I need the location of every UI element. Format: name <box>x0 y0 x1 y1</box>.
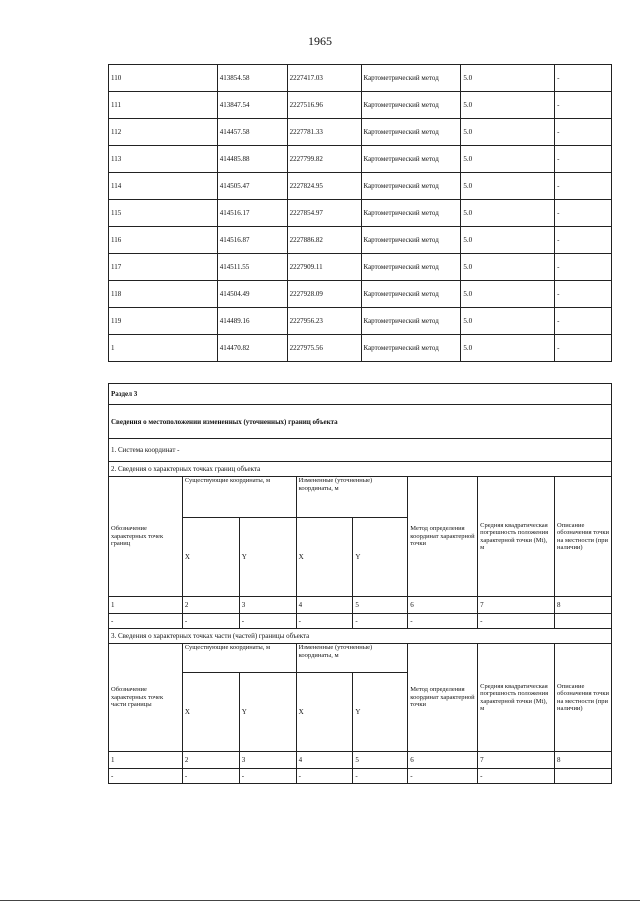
col-num: 4 <box>296 752 353 769</box>
header-method: Метод определения координат характерной точки <box>408 477 478 597</box>
error-value: 5.0 <box>461 65 555 92</box>
description: - <box>555 308 612 335</box>
dash-cell: - <box>182 769 239 784</box>
col-num: 8 <box>555 752 612 769</box>
coord-x: 413847.54 <box>217 92 287 119</box>
dash-cell: - <box>408 614 478 629</box>
method: Картометрический метод <box>361 254 461 281</box>
error-value: 5.0 <box>461 200 555 227</box>
method: Картометрический метод <box>361 92 461 119</box>
header-x: X <box>182 673 239 752</box>
coord-x: 414489.16 <box>217 308 287 335</box>
dash-cell: - <box>296 769 353 784</box>
col-num: 4 <box>296 597 353 614</box>
coord-row <box>109 335 612 362</box>
col-num: 7 <box>478 752 555 769</box>
coord-y: 2227516.96 <box>287 92 361 119</box>
coord-row <box>109 65 612 92</box>
header-error: Средняя квадратическая погрешность положения характерной точки (Mt), м <box>478 477 555 597</box>
coord-x: 414504.49 <box>217 281 287 308</box>
description: - <box>555 146 612 173</box>
header-y: Y <box>239 673 296 752</box>
header-changed: Измененные (уточненные) координаты, м <box>296 644 408 673</box>
col-num: 6 <box>408 752 478 769</box>
point-number: 119 <box>109 308 218 335</box>
description: - <box>555 173 612 200</box>
method: Картометрический метод <box>361 173 461 200</box>
coord-x: 414470.82 <box>217 335 287 362</box>
coord-row <box>109 254 612 281</box>
col-num: 2 <box>182 752 239 769</box>
page-number: 1965 <box>308 34 332 48</box>
column-numbers-row <box>109 752 612 769</box>
dash-cell: - <box>353 769 408 784</box>
section-3-table <box>108 383 612 784</box>
method: Картометрический метод <box>361 335 461 362</box>
header-description: Описание обозначения точки на местности (при наличии) <box>555 477 612 597</box>
error-value: 5.0 <box>461 308 555 335</box>
coord-y: 2227799.82 <box>287 146 361 173</box>
method: Картометрический метод <box>361 65 461 92</box>
empty-data-row <box>109 769 612 784</box>
coord-row <box>109 146 612 173</box>
col-num: 6 <box>408 597 478 614</box>
error-value: 5.0 <box>461 92 555 119</box>
section-subtitle: Сведения о местоположении измененных (уточненных) границ объекта <box>109 405 612 439</box>
page-bottom-rule <box>0 900 640 901</box>
col-num: 7 <box>478 597 555 614</box>
coord-system: 1. Система координат - <box>109 439 612 462</box>
column-numbers-row <box>109 597 612 614</box>
point-number: 115 <box>109 200 218 227</box>
coord-y: 2227956.23 <box>287 308 361 335</box>
col-num: 5 <box>353 597 408 614</box>
coord-row <box>109 227 612 254</box>
part3-title: 3. Сведения о характерных точках части (частей) границы объекта <box>109 629 612 644</box>
error-value: 5.0 <box>461 281 555 308</box>
coord-y: 2227824.95 <box>287 173 361 200</box>
coord-y: 2227854.97 <box>287 200 361 227</box>
point-number: 116 <box>109 227 218 254</box>
error-value: 5.0 <box>461 227 555 254</box>
header-y: Y <box>353 518 408 597</box>
header-designation: Обозначение характерных точек границ <box>109 477 183 597</box>
coord-row <box>109 200 612 227</box>
dash-cell: - <box>296 614 353 629</box>
col-num: 1 <box>109 752 183 769</box>
description: - <box>555 200 612 227</box>
header-y: Y <box>239 518 296 597</box>
col-num: 3 <box>239 752 296 769</box>
method: Картометрический метод <box>361 308 461 335</box>
description: - <box>555 281 612 308</box>
method: Картометрический метод <box>361 281 461 308</box>
description: - <box>555 254 612 281</box>
error-value: 5.0 <box>461 335 555 362</box>
description: - <box>555 65 612 92</box>
method: Картометрический метод <box>361 200 461 227</box>
coord-x: 414457.58 <box>217 119 287 146</box>
point-number: 118 <box>109 281 218 308</box>
dash-cell: - <box>478 769 555 784</box>
error-value: 5.0 <box>461 146 555 173</box>
error-value: 5.0 <box>461 254 555 281</box>
description: - <box>555 92 612 119</box>
empty-data-row <box>109 614 612 629</box>
header-changed: Измененные (уточненные) координаты, м <box>296 477 408 518</box>
coord-y: 2227975.56 <box>287 335 361 362</box>
dash-cell: - <box>239 614 296 629</box>
dash-cell: - <box>478 614 555 629</box>
error-value: 5.0 <box>461 173 555 200</box>
point-number: 114 <box>109 173 218 200</box>
method: Картометрический метод <box>361 146 461 173</box>
point-number: 110 <box>109 65 218 92</box>
dash-cell: - <box>109 769 183 784</box>
dash-cell: - <box>239 769 296 784</box>
coord-row <box>109 173 612 200</box>
coord-x: 414485.88 <box>217 146 287 173</box>
header-method: Метод определения координат характерной точки <box>408 644 478 752</box>
coord-y: 2227909.11 <box>287 254 361 281</box>
coord-x: 413854.58 <box>217 65 287 92</box>
description: - <box>555 335 612 362</box>
header-x: X <box>182 518 239 597</box>
coord-x: 414516.17 <box>217 200 287 227</box>
coord-x: 414511.55 <box>217 254 287 281</box>
point-number: 117 <box>109 254 218 281</box>
dash-cell: - <box>353 614 408 629</box>
coord-row <box>109 119 612 146</box>
header-existing: Существующие координаты, м <box>182 477 296 518</box>
coordinates-table <box>108 64 612 362</box>
col-num: 1 <box>109 597 183 614</box>
section-title: Раздел 3 <box>109 384 612 405</box>
point-number: 111 <box>109 92 218 119</box>
coord-y: 2227781.33 <box>287 119 361 146</box>
coord-x: 414505.47 <box>217 173 287 200</box>
col-num: 3 <box>239 597 296 614</box>
header-x: X <box>296 673 353 752</box>
header-error: Средняя квадратическая погрешность положения характерной точки (Mt), м <box>478 644 555 752</box>
method: Картометрический метод <box>361 119 461 146</box>
coord-row <box>109 281 612 308</box>
point-number: 113 <box>109 146 218 173</box>
description: - <box>555 119 612 146</box>
col-num: 2 <box>182 597 239 614</box>
col-num: 8 <box>555 597 612 614</box>
method: Картометрический метод <box>361 227 461 254</box>
point-number: 112 <box>109 119 218 146</box>
header-description: Описание обозначения точки на местности (при наличии) <box>555 644 612 752</box>
header-existing: Существующие координаты, м <box>182 644 296 673</box>
coord-y: 2227928.09 <box>287 281 361 308</box>
header-y: Y <box>353 673 408 752</box>
error-value: 5.0 <box>461 119 555 146</box>
coord-row <box>109 308 612 335</box>
header-x: X <box>296 518 353 597</box>
part2-title: 2. Сведения о характерных точках границ объекта <box>109 462 612 477</box>
coord-y: 2227417.03 <box>287 65 361 92</box>
coord-x: 414516.87 <box>217 227 287 254</box>
coord-y: 2227886.82 <box>287 227 361 254</box>
dash-cell: - <box>182 614 239 629</box>
point-number: 1 <box>109 335 218 362</box>
coord-row <box>109 92 612 119</box>
dash-cell: - <box>109 614 183 629</box>
dash-cell <box>555 769 612 784</box>
dash-cell <box>555 614 612 629</box>
col-num: 5 <box>353 752 408 769</box>
description: - <box>555 227 612 254</box>
dash-cell: - <box>408 769 478 784</box>
header-designation-part: Обозначение характерных точек части границы <box>109 644 183 752</box>
